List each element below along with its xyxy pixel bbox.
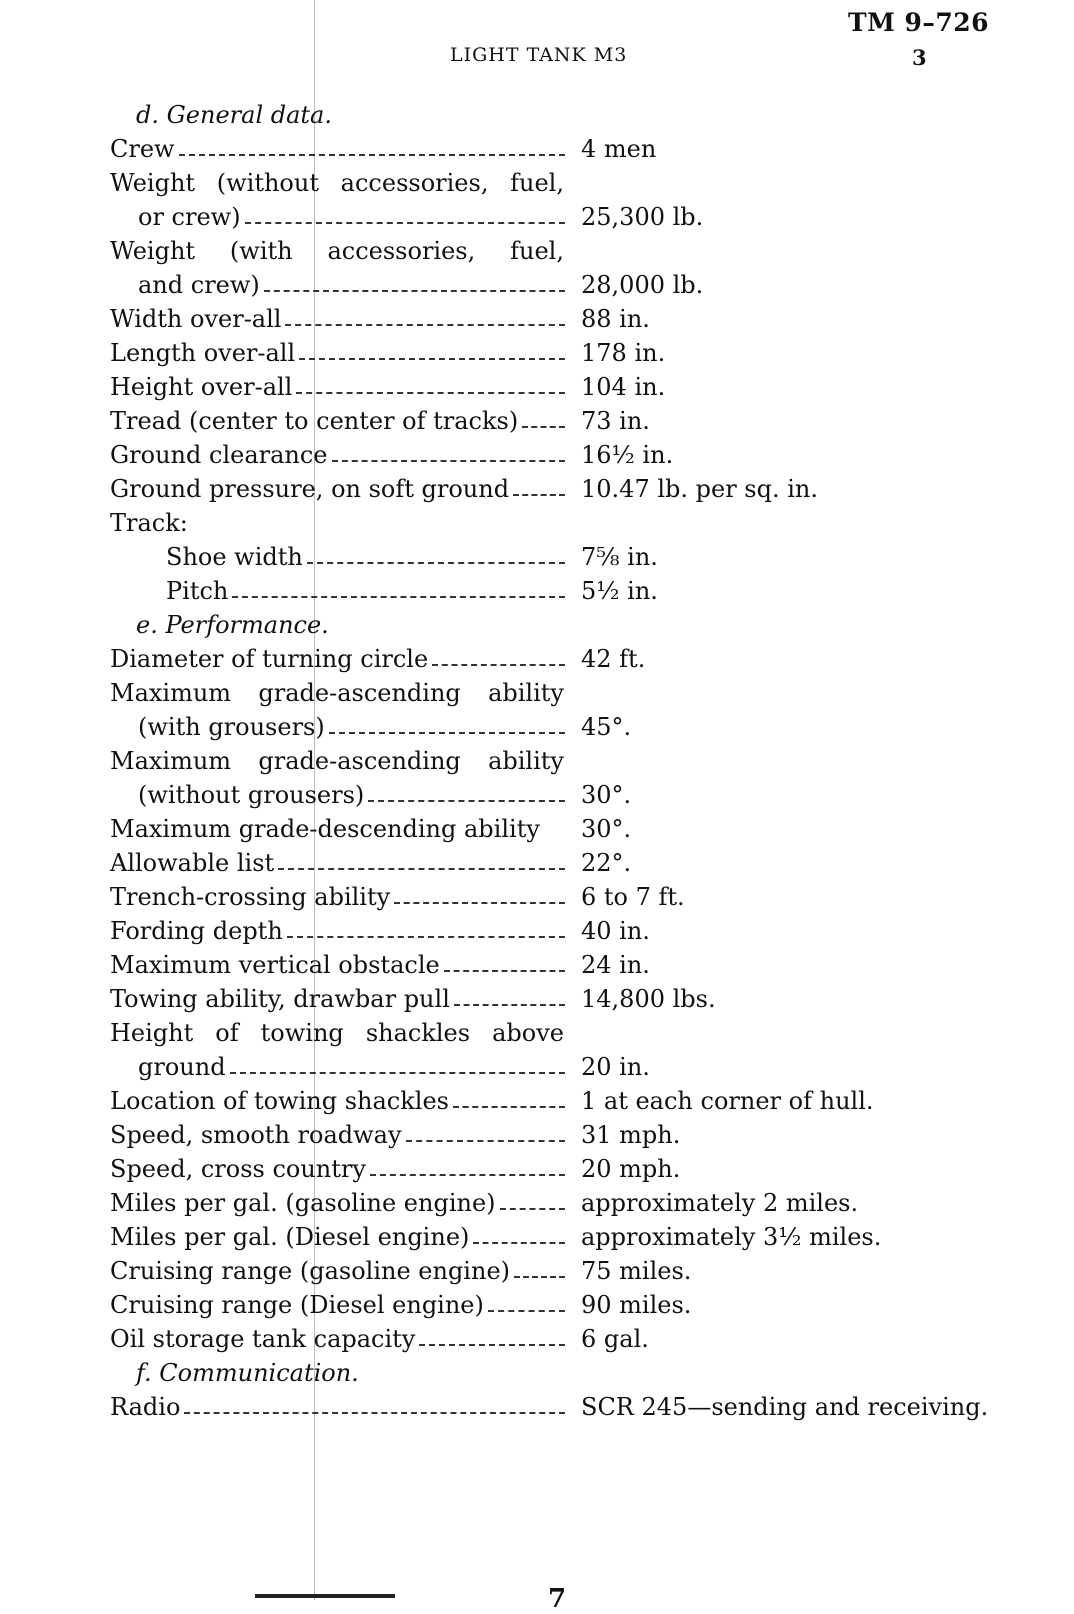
- row-value: 104 in.: [581, 373, 666, 401]
- row-label: Speed, smooth roadway: [110, 1121, 402, 1149]
- row-label: Radio: [110, 1393, 181, 1421]
- word: ability: [488, 747, 564, 775]
- dot-leader: [184, 1412, 565, 1414]
- row-label: Oil storage tank capacity: [110, 1325, 416, 1353]
- row-label: Cruising range (gasoline engine): [110, 1257, 511, 1285]
- row-grade-descending: [110, 812, 1010, 846]
- row-grade-ascending-line2: [110, 710, 1010, 744]
- dot-leader: [179, 154, 565, 156]
- row-value: 24 in.: [581, 951, 650, 979]
- word: grade-ascending: [258, 747, 461, 775]
- row-height: [110, 370, 1010, 404]
- dot-leader: [307, 562, 565, 564]
- row-value: 90 miles.: [581, 1291, 692, 1319]
- section-heading-performance: [110, 608, 1010, 642]
- heading-text: f. Communication.: [136, 1359, 359, 1387]
- row-value: 25,300 lb.: [581, 203, 704, 231]
- row-value: 7⅝ in.: [581, 543, 658, 571]
- dot-leader: [394, 902, 565, 904]
- row-value: 6 gal.: [581, 1325, 649, 1353]
- heading-text: d. General data.: [136, 101, 332, 129]
- word: grade-ascending: [258, 679, 461, 707]
- row-grade-ascending-without-line1: [110, 744, 1010, 778]
- row-label-spread: [110, 166, 564, 200]
- section-number: 3: [912, 45, 927, 70]
- row-weight-without-line2: [110, 200, 1010, 234]
- print-smear: [255, 1594, 395, 1598]
- row-value: SCR 245—sending and receiving.: [581, 1393, 989, 1421]
- row-fording-depth: [110, 914, 1010, 948]
- dot-leader: [299, 358, 565, 360]
- row-value: 88 in.: [581, 305, 650, 333]
- row-value: 20 mph.: [581, 1155, 681, 1183]
- running-title: LIGHT TANK M3: [450, 44, 628, 66]
- dot-leader: [514, 1276, 565, 1278]
- page-number: 7: [548, 1584, 567, 1614]
- word: towing: [260, 1019, 344, 1047]
- row-label: or crew): [138, 203, 241, 231]
- row-value: 178 in.: [581, 339, 666, 367]
- row-label: Speed, cross country: [110, 1155, 366, 1183]
- row-value: 16½ in.: [581, 441, 674, 469]
- row-towing-ability: [110, 982, 1010, 1016]
- word: Weight: [110, 237, 196, 265]
- row-weight-without-line1: [110, 166, 1010, 200]
- word: accessories,: [340, 169, 489, 197]
- row-label: Crew: [110, 135, 175, 163]
- row-value: 30°.: [581, 815, 632, 843]
- row-shackle-height-line2: [110, 1050, 1010, 1084]
- row-weight-with-line2: [110, 268, 1010, 302]
- word: Height: [110, 1019, 194, 1047]
- row-label: Track:: [110, 509, 188, 537]
- dot-leader: [370, 1174, 565, 1176]
- word: Maximum: [110, 747, 232, 775]
- dot-leader: [332, 460, 565, 462]
- row-label-spread: [110, 234, 564, 268]
- word: (without: [216, 169, 319, 197]
- row-width: [110, 302, 1010, 336]
- row-label: and crew): [138, 271, 260, 299]
- word: of: [215, 1019, 239, 1047]
- row-weight-with-line1: [110, 234, 1010, 268]
- row-mpg-gasoline: [110, 1186, 1010, 1220]
- row-label-spread: [110, 1016, 564, 1050]
- word: above: [492, 1019, 564, 1047]
- row-shackle-height-line1: [110, 1016, 1010, 1050]
- row-range-diesel: [110, 1288, 1010, 1322]
- row-value: 20 in.: [581, 1053, 650, 1081]
- row-label: Length over-all: [110, 339, 296, 367]
- word: (with: [229, 237, 293, 265]
- row-ground-clearance: [110, 438, 1010, 472]
- row-label: Shoe width: [166, 543, 303, 571]
- row-shoe-width: [110, 540, 1010, 574]
- row-label: Pitch: [166, 577, 229, 605]
- dot-leader: [500, 1208, 565, 1210]
- row-grade-ascending-without-line2: [110, 778, 1010, 812]
- row-label: Fording depth: [110, 917, 283, 945]
- row-label: Maximum vertical obstacle: [110, 951, 440, 979]
- row-label: Maximum grade-descending ability: [110, 815, 540, 843]
- row-vertical-obstacle: [110, 948, 1010, 982]
- row-label: Cruising range (Diesel engine): [110, 1291, 484, 1319]
- dot-leader: [454, 1004, 565, 1006]
- row-trench-crossing: [110, 880, 1010, 914]
- data-table: [110, 98, 1010, 1424]
- row-value: 73 in.: [581, 407, 650, 435]
- row-value: 10.47 lb. per sq. in.: [581, 475, 818, 503]
- row-oil-tank: [110, 1322, 1010, 1356]
- dot-leader: [287, 936, 565, 938]
- dot-leader: [473, 1242, 565, 1244]
- row-label: Miles per gal. (Diesel engine): [110, 1223, 470, 1251]
- word: fuel,: [510, 237, 564, 265]
- word: Maximum: [110, 679, 232, 707]
- row-label: Towing ability, drawbar pull: [110, 985, 450, 1013]
- dot-leader: [329, 732, 565, 734]
- dot-leader: [278, 868, 565, 870]
- row-value: approximately 2 miles.: [581, 1189, 859, 1217]
- row-value: 4 men: [581, 135, 657, 163]
- row-pitch: [110, 574, 1010, 608]
- row-value: 31 mph.: [581, 1121, 681, 1149]
- word: fuel,: [510, 169, 564, 197]
- row-tread: [110, 404, 1010, 438]
- row-speed-roadway: [110, 1118, 1010, 1152]
- row-label-spread: [110, 676, 564, 710]
- dot-leader: [230, 1072, 565, 1074]
- section-heading-communication: [110, 1356, 1010, 1390]
- dot-leader: [406, 1140, 565, 1142]
- row-label: Location of towing shackles: [110, 1087, 449, 1115]
- row-grade-ascending-line1: [110, 676, 1010, 710]
- row-label: Tread (center to center of tracks): [110, 407, 519, 435]
- row-label-spread: [110, 744, 564, 778]
- row-ground-pressure: [110, 472, 1010, 506]
- row-radio: [110, 1390, 1010, 1424]
- row-value: approximately 3½ miles.: [581, 1223, 882, 1251]
- technical-manual-number: TM 9–726: [848, 8, 990, 37]
- row-speed-cross-country: [110, 1152, 1010, 1186]
- row-label: Miles per gal. (gasoline engine): [110, 1189, 496, 1217]
- row-label: Trench-crossing ability: [110, 883, 391, 911]
- dot-leader: [368, 800, 565, 802]
- row-length: [110, 336, 1010, 370]
- row-value: 45°.: [581, 713, 632, 741]
- row-label: (with grousers): [138, 713, 325, 741]
- word: shackles: [365, 1019, 471, 1047]
- row-turning-circle: [110, 642, 1010, 676]
- dot-leader: [444, 970, 565, 972]
- row-range-gasoline: [110, 1254, 1010, 1288]
- row-label: Ground clearance: [110, 441, 328, 469]
- dot-leader: [419, 1344, 565, 1346]
- dot-leader: [522, 426, 565, 428]
- dot-leader: [488, 1310, 565, 1312]
- row-value: 14,800 lbs.: [581, 985, 716, 1013]
- row-value: 30°.: [581, 781, 632, 809]
- word: ability: [488, 679, 564, 707]
- heading-text: e. Performance.: [136, 611, 329, 639]
- row-label: Diameter of turning circle: [110, 645, 429, 673]
- row-value: 40 in.: [581, 917, 650, 945]
- dot-leader: [245, 222, 565, 224]
- row-mpg-diesel: [110, 1220, 1010, 1254]
- row-value: 1 at each corner of hull.: [581, 1087, 874, 1115]
- row-crew: [110, 132, 1010, 166]
- row-label: (without grousers): [138, 781, 365, 809]
- row-label: Width over-all: [110, 305, 282, 333]
- row-value: 5½ in.: [581, 577, 658, 605]
- dot-leader: [296, 392, 565, 394]
- row-value: 42 ft.: [581, 645, 646, 673]
- dot-leader: [285, 324, 565, 326]
- row-value: 22°.: [581, 849, 632, 877]
- row-label: ground: [138, 1053, 226, 1081]
- row-shackle-location: [110, 1084, 1010, 1118]
- dot-leader: [232, 596, 565, 598]
- row-value: 6 to 7 ft.: [581, 883, 685, 911]
- row-label: Allowable list: [110, 849, 275, 877]
- row-allowable-list: [110, 846, 1010, 880]
- row-value: 75 miles.: [581, 1257, 692, 1285]
- row-track: [110, 506, 1010, 540]
- word: Weight: [110, 169, 196, 197]
- row-value: 28,000 lb.: [581, 271, 704, 299]
- dot-leader: [453, 1106, 565, 1108]
- row-label: Ground pressure, on soft ground: [110, 475, 510, 503]
- dot-leader: [432, 664, 565, 666]
- dot-leader: [264, 290, 565, 292]
- section-heading-general: [110, 98, 1010, 132]
- row-label: Height over-all: [110, 373, 293, 401]
- word: accessories,: [327, 237, 476, 265]
- dot-leader: [513, 494, 565, 496]
